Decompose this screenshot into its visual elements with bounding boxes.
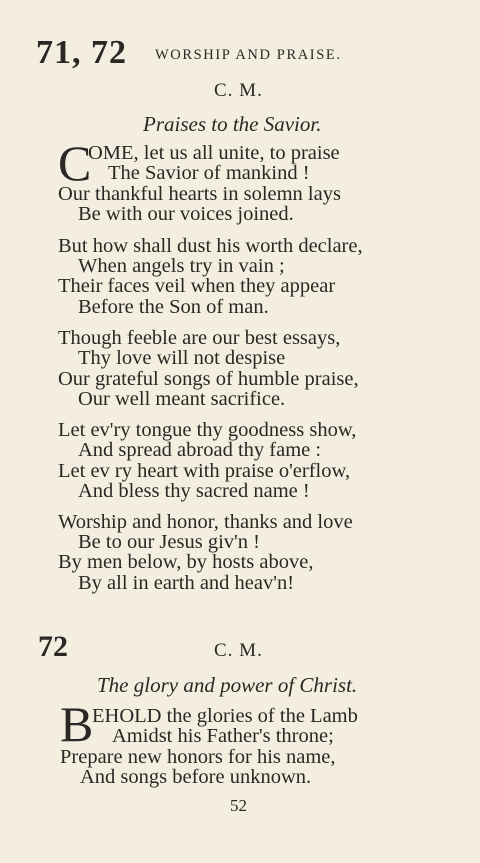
hymn71-s4-line3: Let ev ry heart with praise o'erflow, xyxy=(58,460,351,482)
hymn71-s2-line3: Their faces veil when they appear xyxy=(58,275,336,297)
hymn72-s1-line2: Amidst his Father's throne; xyxy=(112,725,334,747)
hymn71-dropcap: C xyxy=(58,135,92,191)
hymn71-s2-line4: Before the Son of man. xyxy=(78,296,269,318)
hymn71-s1-line1: OME, let us all unite, to praise xyxy=(88,142,340,164)
hymn71-s1-line2: The Savior of mankind ! xyxy=(108,162,310,184)
hymn71-s3-line1: Though feeble are our best essays, xyxy=(58,327,341,349)
hymn71-s3-line2: Thy love will not despise xyxy=(78,347,286,369)
hymn71-subtitle: Praises to the Savior. xyxy=(143,112,322,136)
hymn72-s1-line3: Prepare new honors for his name, xyxy=(60,746,336,768)
running-title: WORSHIP AND PRAISE. xyxy=(155,47,342,63)
hymn71-s5-line3: By men below, by hosts above, xyxy=(58,551,314,573)
hymn71-s2-line1: But how shall dust his worth declare, xyxy=(58,235,363,257)
hymn71-s5-line4: By all in earth and heav'n! xyxy=(78,572,295,594)
hymn-numbers-heading: 71, 72 xyxy=(36,34,127,71)
hymn72-subtitle: The glory and power of Christ. xyxy=(97,673,358,697)
hymn72-s1-line4: And songs before unknown. xyxy=(80,766,312,788)
hymn71-s5-line1: Worship and honor, thanks and love xyxy=(58,511,353,533)
hymn71-s5-line2: Be to our Jesus giv'n ! xyxy=(78,531,260,553)
hymn72-meter: C. M. xyxy=(214,640,263,661)
hymn72-s1-line1: EHOLD the glories of the Lamb xyxy=(92,705,358,727)
hymn72-number: 72 xyxy=(38,630,68,663)
hymn71-s4-line2: And spread abroad thy fame : xyxy=(78,439,322,461)
hymn71-s1-line4: Be with our voices joined. xyxy=(78,203,294,225)
page-number: 52 xyxy=(230,796,247,815)
hymn71-s3-line4: Our well meant sacrifice. xyxy=(78,388,286,410)
hymn71-s2-line2: When angels try in vain ; xyxy=(78,255,285,277)
hymn71-meter: C. M. xyxy=(214,80,263,101)
hymn71-s4-line1: Let ev'ry tongue thy goodness show, xyxy=(58,419,357,441)
hymn72-dropcap: B xyxy=(60,696,94,752)
hymn71-s4-line4: And bless thy sacred name ! xyxy=(78,480,310,502)
hymn71-s1-line3: Our thankful hearts in solemn lays xyxy=(58,183,341,205)
hymn71-s3-line3: Our grateful songs of humble praise, xyxy=(58,368,359,390)
